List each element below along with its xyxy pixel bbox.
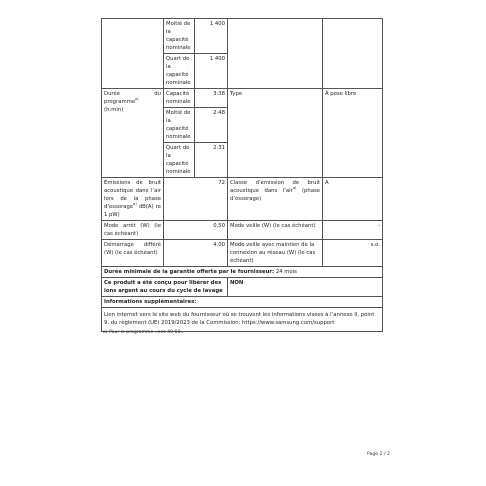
spin-quarter-capacity-value: 1 400 bbox=[195, 54, 228, 89]
table-row bbox=[102, 178, 383, 221]
duration-rated-capacity-label: Capacité nominale bbox=[164, 89, 195, 108]
program-duration-label bbox=[102, 89, 164, 178]
table-row bbox=[102, 267, 383, 278]
noise-emission-value: 72 bbox=[164, 178, 228, 221]
silver-ions-label: Ce produit a été conçu pour libérer des ions argent au cours du cycle de lavage bbox=[102, 278, 228, 297]
empty-cell bbox=[323, 19, 383, 89]
spin-half-capacity-value: 1 400 bbox=[195, 19, 228, 54]
program-duration-unit: (h:min) bbox=[104, 107, 124, 113]
additional-info-label: Informations supplémentaires: bbox=[102, 297, 383, 308]
table-row bbox=[102, 19, 383, 54]
warranty-label: Durée minimale de la garantie offerte par le fournisseur: bbox=[104, 269, 275, 275]
empty-label-cell bbox=[102, 19, 164, 89]
duration-rated-capacity-value: 3:38 bbox=[195, 89, 228, 108]
noise-label-text: Émissions de bruit acoustique dans l’air lors de la phase d’essorage bbox=[104, 180, 161, 210]
duration-quarter-capacity-value: 2:31 bbox=[195, 143, 228, 178]
type-value: À pose libre bbox=[323, 89, 383, 178]
table-row bbox=[102, 297, 383, 308]
delay-start-label: Démarrage différé (W) (le cas échéant) bbox=[102, 240, 164, 267]
footnote-ref: a) bbox=[135, 97, 139, 102]
noise-emission-label bbox=[102, 178, 164, 221]
footnote-ref: a) bbox=[292, 186, 297, 191]
footnote: a) Pour le programme «eco 40-60». bbox=[103, 330, 185, 335]
table-row bbox=[102, 308, 383, 332]
spin-half-capacity-label: Moitié de la capacité nominale bbox=[164, 19, 195, 54]
footnote-ref: a) bbox=[133, 202, 137, 207]
warranty-row bbox=[102, 267, 383, 278]
noise-class-text: Classe d’émission de bruit acoustique dans l’air bbox=[230, 180, 320, 194]
noise-class-value: A bbox=[323, 178, 383, 221]
silver-ions-value: NON bbox=[228, 278, 383, 297]
off-mode-value: 0,50 bbox=[164, 221, 228, 240]
duration-half-capacity-value: 2:48 bbox=[195, 108, 228, 143]
off-mode-label: Mode arrêt (W) (le cas échéant) bbox=[102, 221, 164, 240]
table-row bbox=[102, 89, 383, 108]
additional-info-text: Lien internet vers le site web du fournisseur où se trouvent les informations visées à l’annexe II, point 9, du règlement (UE) 2019/2023 de la Commission: https://www.samsung.com/support bbox=[102, 308, 383, 332]
table-row bbox=[102, 278, 383, 297]
noise-class-phase: (phase d’essorage) bbox=[230, 188, 321, 202]
table-row bbox=[102, 221, 383, 240]
product-spec-table bbox=[101, 18, 383, 332]
empty-cell bbox=[228, 19, 323, 89]
duration-quarter-capacity-label: Quart de la capacité nominale bbox=[164, 143, 195, 178]
noise-class-label bbox=[228, 178, 323, 221]
type-label: Type bbox=[228, 89, 323, 178]
noise-label-unit: dB(A) re 1 pW) bbox=[104, 204, 161, 218]
delay-start-value: 4,00 bbox=[164, 240, 228, 267]
warranty-value: 24 mois bbox=[275, 269, 297, 275]
standby-mode-value: - bbox=[323, 221, 383, 240]
program-duration-title: Durée du programme bbox=[104, 91, 161, 105]
standby-mode-label: Mode veille (W) (le cas échéant) bbox=[228, 221, 323, 240]
networked-standby-label: Mode veille avec maintien de la connexion au réseau (W) (le cas échéant) bbox=[228, 240, 323, 267]
networked-standby-value: s.o. bbox=[323, 240, 383, 267]
spin-quarter-capacity-label: Quart de la capacité nominale bbox=[164, 54, 195, 89]
table-row bbox=[102, 240, 383, 267]
duration-half-capacity-label: Moitié de la capacité nominale bbox=[164, 108, 195, 143]
page-number: Page 2 / 2 bbox=[367, 452, 390, 457]
